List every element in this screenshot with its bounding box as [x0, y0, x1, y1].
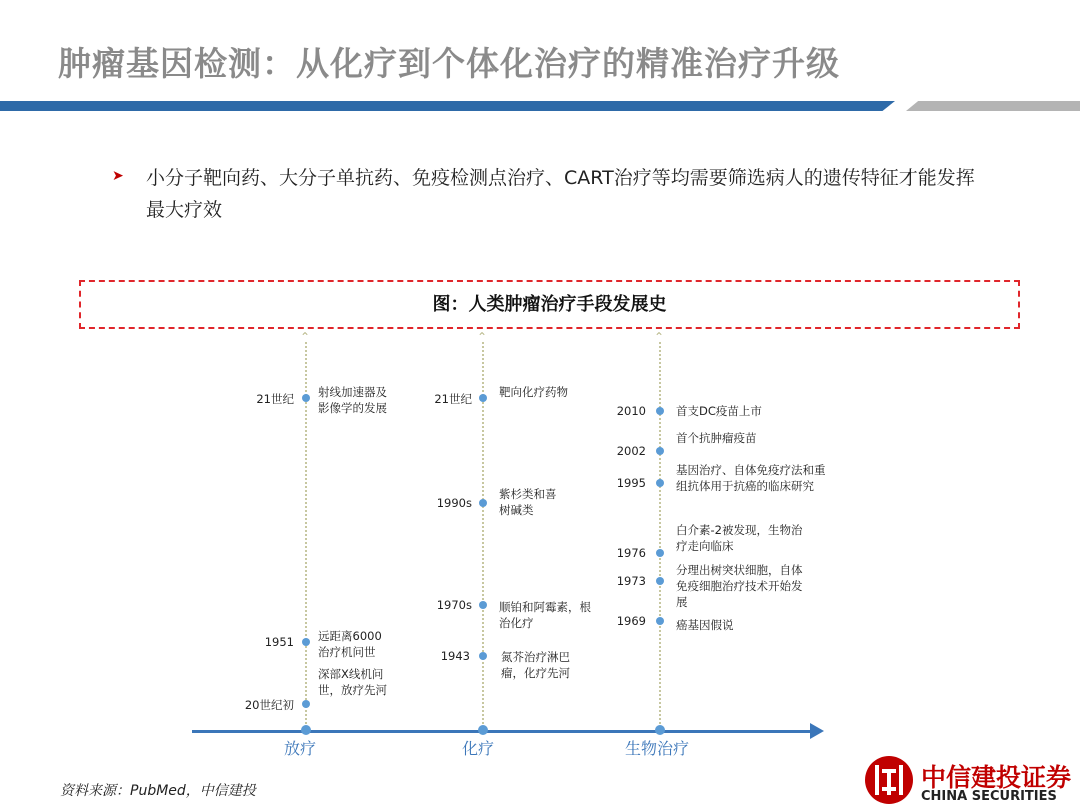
event-dot — [656, 549, 664, 557]
event-dot — [656, 617, 664, 625]
logo-name-en: CHINA SECURITIES — [921, 789, 1057, 804]
event-desc: 分理出树突状细胞，自体免疫细胞治疗技术开始发展 — [676, 563, 803, 609]
header-bar-blue — [0, 101, 895, 111]
event-dot — [656, 407, 664, 415]
figure-title: 图：人类肿瘤治疗手段发展史 — [432, 294, 667, 315]
timeline-arrow-icon: ⌃ — [300, 330, 311, 344]
event-year: 1973 — [616, 574, 646, 588]
event-dot — [302, 700, 310, 708]
event-desc: 顺铂和阿霉素，根治化疗 — [499, 600, 591, 630]
axis-dot — [655, 725, 665, 735]
source-note: 资料来源：PubMed，中信建投 — [60, 783, 256, 799]
event-desc: 深部X线机问世，放疗先河 — [318, 667, 387, 697]
event-year: 20世纪初 — [244, 698, 294, 712]
category-label: 生物治疗 — [625, 739, 690, 758]
event-year: 1995 — [616, 476, 646, 490]
event-year: 21世纪 — [256, 392, 294, 406]
event-dot — [656, 447, 664, 455]
event-desc: 癌基因假说 — [676, 618, 734, 632]
event-year: 21世纪 — [434, 392, 472, 406]
bullet-arrow-icon: ➤ — [112, 168, 124, 184]
axis-dot — [478, 725, 488, 735]
event-year: 2010 — [616, 404, 646, 418]
category-label: 化疗 — [462, 739, 495, 758]
axis-arrow-icon — [810, 723, 824, 739]
event-desc: 首支DC疫苗上市 — [676, 404, 762, 418]
event-dot — [479, 499, 487, 507]
event-desc: 首个抗肿瘤疫苗 — [676, 431, 757, 445]
event-year: 1969 — [616, 614, 646, 628]
figure-title-box — [79, 280, 1020, 329]
timeline-biotherapy — [659, 342, 661, 732]
event-year: 1990s — [436, 496, 472, 510]
category-label: 放疗 — [284, 739, 317, 758]
event-desc: 白介素-2被发现，生物治疗走向临床 — [676, 523, 803, 553]
axis-dot — [301, 725, 311, 735]
event-year: 1943 — [440, 649, 470, 663]
logo-name-cn: 中信建投证券 — [921, 763, 1072, 792]
event-year: 1951 — [264, 635, 294, 649]
event-dot — [302, 638, 310, 646]
timeline-arrow-icon: ⌃ — [654, 330, 665, 344]
event-year: 2002 — [616, 444, 646, 458]
page-title: 肿瘤基因检测：从化疗到个体化治疗的精准治疗升级 — [58, 44, 840, 83]
header-bar-grey — [906, 101, 1080, 111]
event-dot — [656, 479, 664, 487]
event-dot — [302, 394, 310, 402]
event-dot — [479, 652, 487, 660]
event-dot — [479, 394, 487, 402]
event-dot — [656, 577, 664, 585]
bullet-text: 小分子靶向药、大分子单抗药、免疫检测点治疗、CART治疗等均需要筛选病人的遗传特征才能发挥最大疗效 — [146, 167, 975, 221]
timeline-axis — [192, 730, 814, 733]
timeline-arrow-icon: ⌃ — [477, 330, 488, 344]
event-dot — [479, 601, 487, 609]
event-desc: 射线加速器及影像学的发展 — [318, 385, 387, 415]
citic-logo-icon — [864, 755, 914, 805]
event-desc: 氮芥治疗淋巴瘤，化疗先河 — [501, 650, 570, 680]
event-year: 1970s — [436, 598, 472, 612]
event-year: 1976 — [616, 546, 646, 560]
event-desc: 基因治疗、自体免疫疗法和重组抗体用于抗癌的临床研究 — [676, 463, 826, 493]
event-desc: 靶向化疗药物 — [499, 385, 568, 399]
event-desc: 紫杉类和喜树碱类 — [499, 487, 557, 517]
event-desc: 远距离6000治疗机问世 — [318, 629, 382, 659]
